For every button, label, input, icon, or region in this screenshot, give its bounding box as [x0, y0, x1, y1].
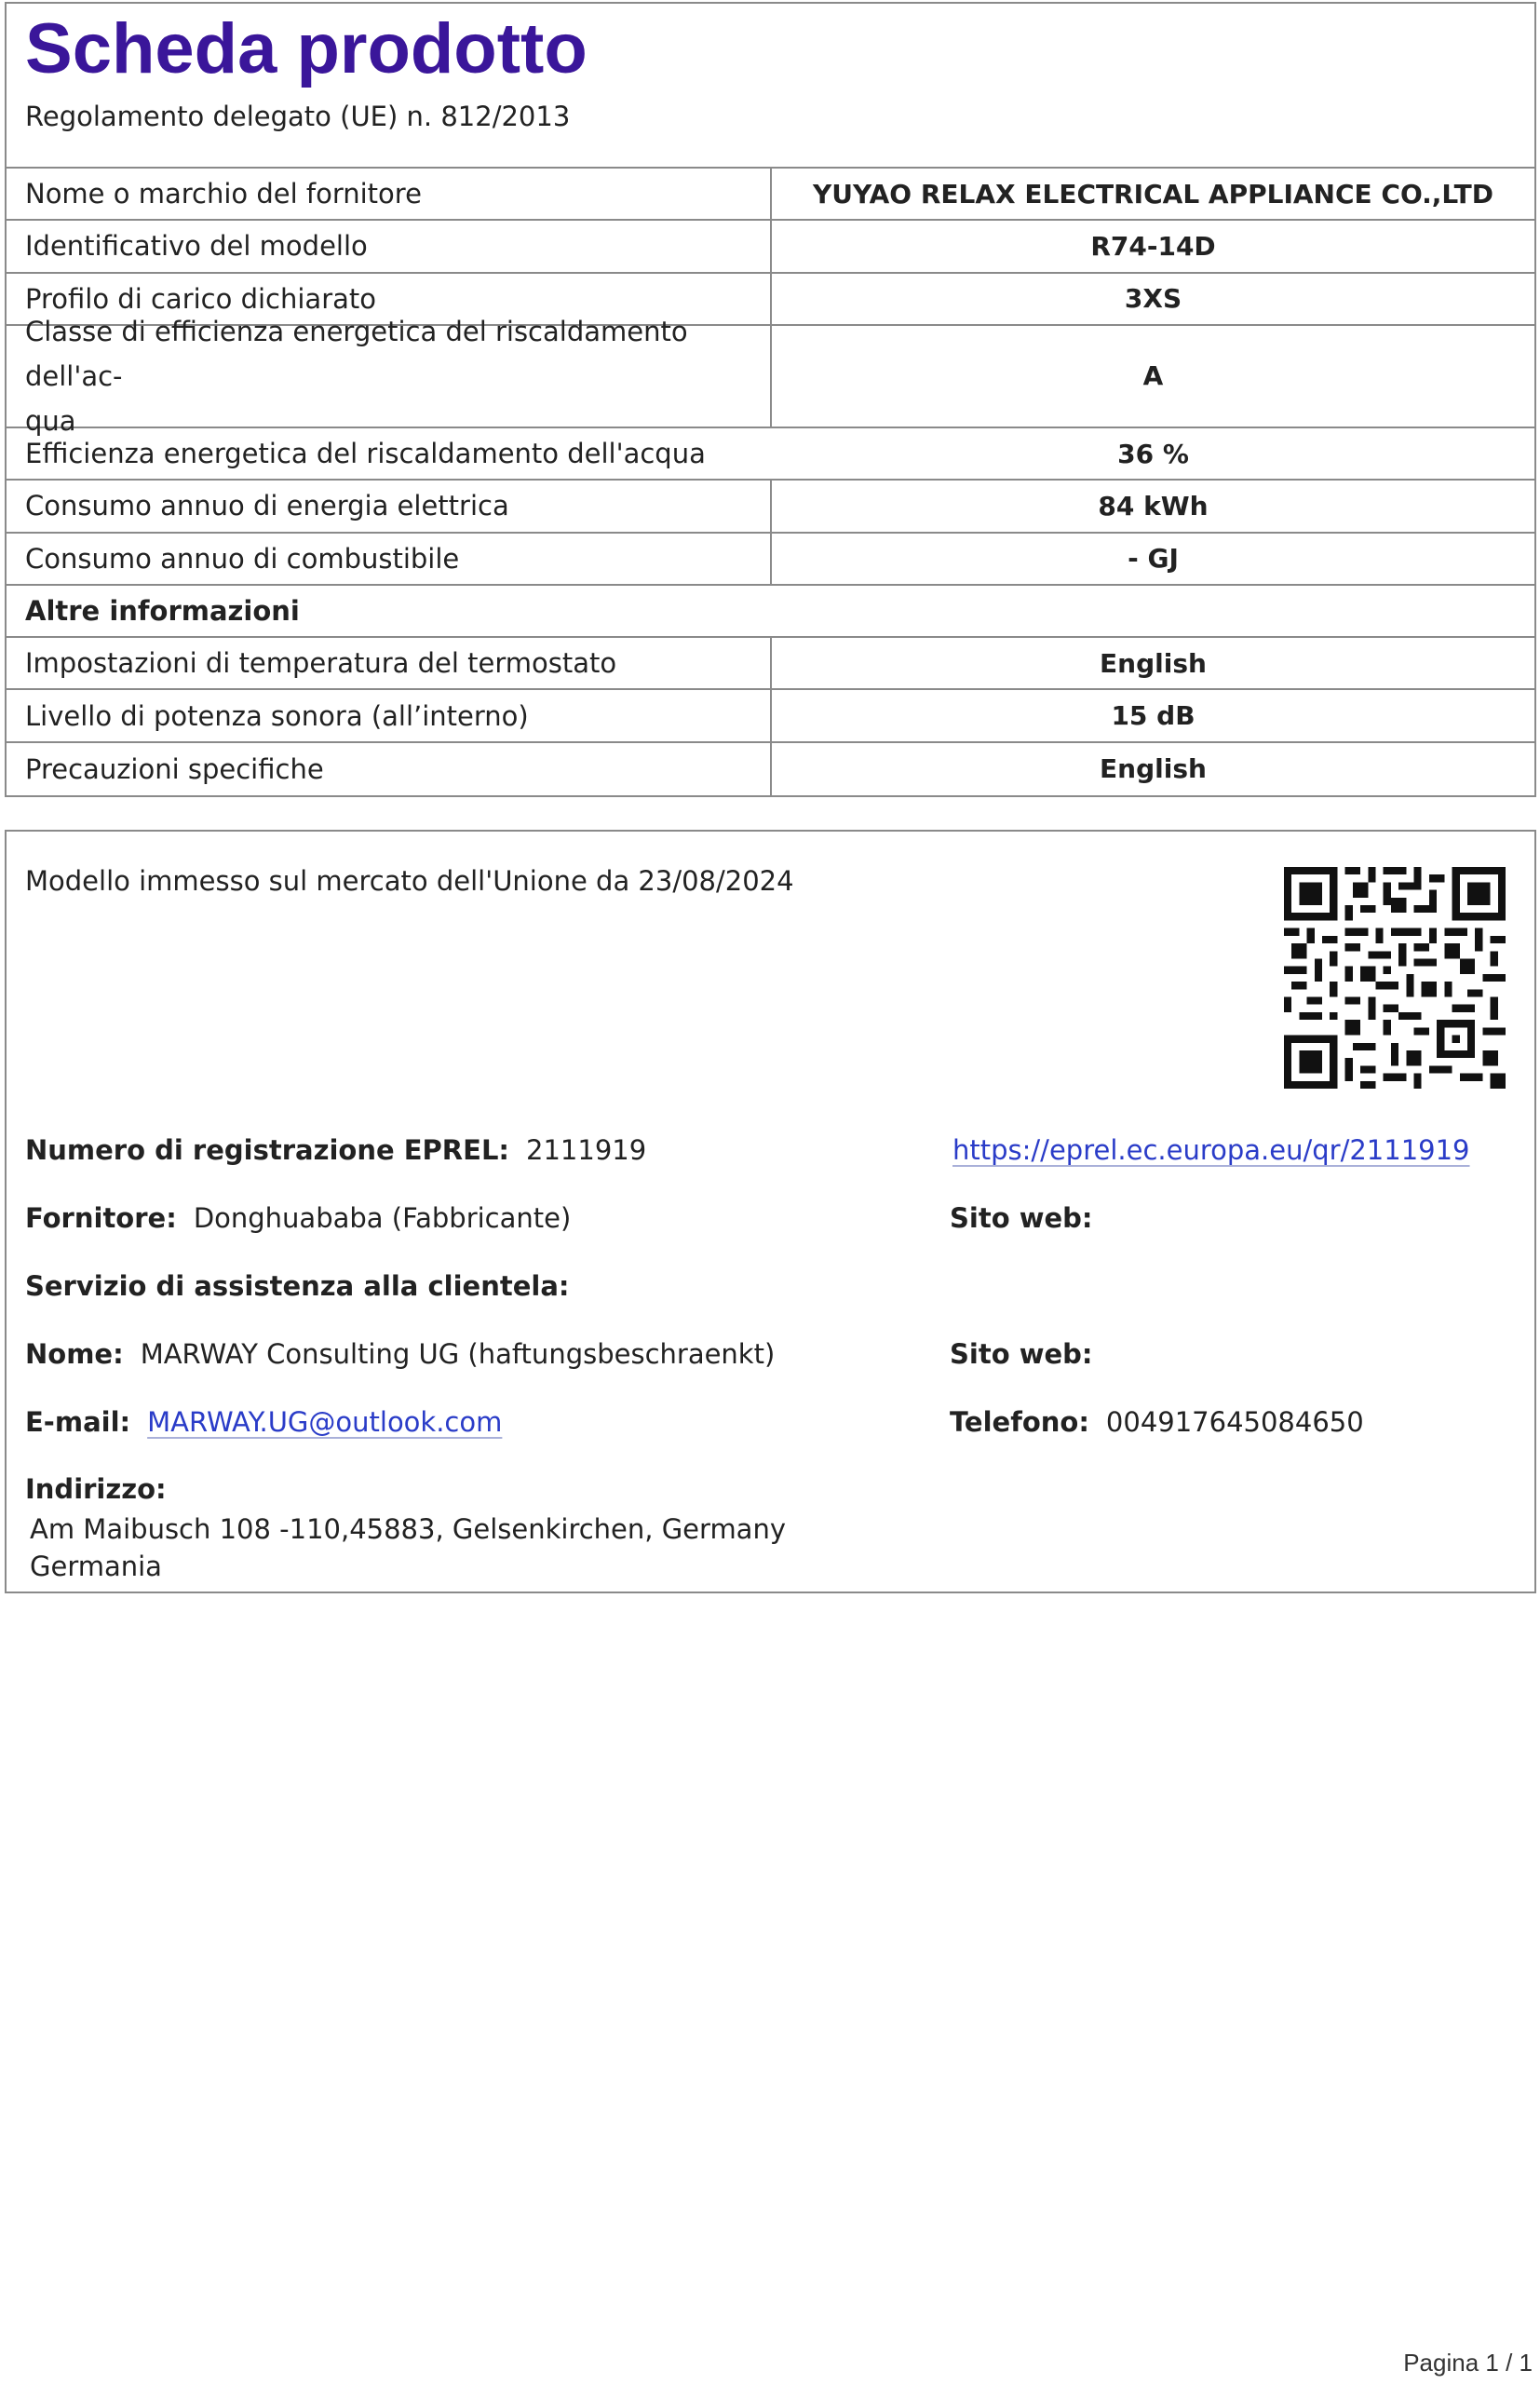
table-row [7, 638, 1534, 690]
website-label-2: Sito web: [950, 1338, 1093, 1370]
regulation-text: Regolamento delegato (UE) n. 812/2013 [7, 95, 1534, 169]
row-value: - GJ [1128, 543, 1179, 575]
qr-code-icon[interactable] [1284, 867, 1506, 1089]
row-value: 15 dB [1111, 700, 1196, 732]
eprel-url-link[interactable]: https://eprel.ec.europa.eu/qr/2111919 [952, 1134, 1470, 1166]
row-value: R74-14D [1090, 230, 1216, 262]
row-value [772, 586, 1534, 636]
table-row [7, 534, 1534, 586]
table-row [7, 221, 1534, 273]
row-label: Precauzioni specifiche [7, 743, 772, 795]
phone-label: Telefono: [950, 1406, 1089, 1438]
email-link[interactable]: MARWAY.UG@outlook.com [147, 1406, 503, 1438]
row-label: Consumo annuo di combustibile [7, 534, 772, 584]
row-label: Impostazioni di temperatura del termostato [7, 638, 772, 688]
row-label: Efficienza energetica del riscaldamento dell'acqua [25, 438, 706, 470]
row-value: 36 % [1117, 438, 1189, 469]
service-name [25, 1338, 775, 1370]
row-label: Identificativo del modello [7, 221, 772, 271]
product-sheet [5, 2, 1536, 797]
table-row [7, 428, 1534, 481]
customer-service-heading: Servizio di assistenza alla clientela: [25, 1270, 570, 1302]
eprel-label: Numero di registrazione EPREL: [25, 1134, 510, 1166]
service-website [950, 1338, 1110, 1370]
page-number: Pagina 1 / 1 [1403, 2349, 1533, 2377]
section-header-row [7, 586, 1534, 638]
section-heading: Altre informazioni [25, 594, 300, 627]
address-heading: Indirizzo: [25, 1473, 167, 1505]
supplier-label: Fornitore: [25, 1202, 177, 1234]
table-row [7, 169, 1534, 221]
table-row [7, 481, 1534, 533]
supplier-info-box [5, 830, 1536, 1593]
supplier-website [950, 1202, 1110, 1234]
address-line-1: Am Maibusch 108 -110,45883, Gelsenkirchen, Germany [30, 1513, 786, 1545]
eprel-registration [25, 1134, 646, 1166]
eprel-url-container [952, 1134, 1470, 1166]
supplier-value: Donghuababa (Fabbricante) [193, 1202, 572, 1234]
page-title: Scheda prodotto [25, 9, 588, 88]
row-label: Livello di potenza sonora (all’interno) [7, 690, 772, 740]
row-label: Profilo di carico dichiarato [7, 274, 772, 324]
name-label: Nome: [25, 1338, 124, 1370]
row-value: English [1100, 753, 1207, 785]
phone-value: 004917645084650 [1105, 1406, 1364, 1438]
row-label: Classe di efficienza energetica del riscaldamento dell'ac- qua [7, 326, 772, 427]
email-label: E-mail: [25, 1406, 131, 1438]
name-value: MARWAY Consulting UG (haftungsbeschraenkt) [140, 1338, 776, 1370]
market-date-text: Modello immesso sul mercato dell'Unione da 23/08/2024 [25, 865, 794, 897]
row-label: Consumo annuo di energia elettrica [7, 481, 772, 531]
row-value: YUYAO RELAX ELECTRICAL APPLIANCE CO.,LTD [813, 178, 1493, 210]
row-value: 84 kWh [1098, 490, 1209, 522]
website-label: Sito web: [950, 1202, 1093, 1234]
address-line-2: Germania [30, 1551, 162, 1582]
row-value: A [1142, 360, 1164, 392]
table-row [7, 315, 1534, 437]
service-phone [950, 1406, 1364, 1438]
eprel-number: 2111919 [526, 1134, 647, 1166]
row-value: English [1100, 647, 1207, 679]
table-row [7, 743, 1534, 795]
supplier [25, 1202, 571, 1234]
table-row [7, 690, 1534, 742]
row-value: 3XS [1124, 283, 1182, 315]
service-email [25, 1406, 502, 1438]
row-label: Nome o marchio del fornitore [7, 169, 772, 219]
